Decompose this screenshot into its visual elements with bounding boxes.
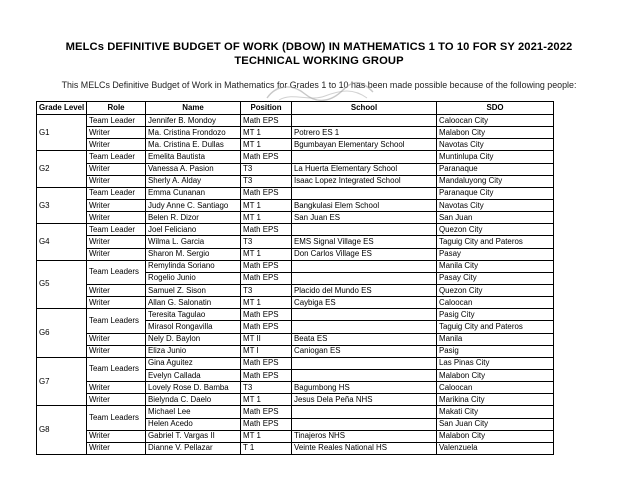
cell-role: Team Leader — [87, 115, 146, 127]
cell-name: Michael Lee — [146, 406, 241, 418]
table-row — [37, 163, 554, 175]
cell-role: Writer — [87, 394, 146, 406]
cell-role: Writer — [87, 199, 146, 211]
cell-position: T 1 — [241, 442, 292, 454]
cell-sdo: Pasay City — [437, 272, 554, 284]
table-row — [37, 394, 554, 406]
table-row — [37, 187, 554, 199]
table-row — [37, 224, 554, 236]
document-title-line2: TECHNICAL WORKING GROUP — [234, 55, 404, 67]
cell-role: Team Leader — [87, 187, 146, 199]
header-role: Role — [87, 102, 146, 115]
cell-position: Math EPS — [241, 260, 292, 272]
cell-position: MT 1 — [241, 199, 292, 211]
cell-role: Writer — [87, 212, 146, 224]
cell-position: Math EPS — [241, 418, 292, 430]
header-grade-level: Grade Level — [37, 102, 87, 115]
cell-role: Team Leader — [87, 151, 146, 163]
cell-grade-level: G4 — [37, 224, 87, 260]
cell-name: Dianne V. Pellazar — [146, 442, 241, 454]
cell-role: Writer — [87, 248, 146, 260]
table-row — [37, 430, 554, 442]
cell-sdo: Quezon City — [437, 224, 554, 236]
cell-role: Writer — [87, 127, 146, 139]
cell-position: Math EPS — [241, 187, 292, 199]
cell-role: Team Leaders — [87, 357, 146, 381]
cell-position: MT II — [241, 333, 292, 345]
cell-sdo: Manila — [437, 333, 554, 345]
cell-school — [292, 272, 437, 284]
cell-grade-level: G8 — [37, 406, 87, 455]
table-row — [37, 115, 554, 127]
cell-role: Writer — [87, 442, 146, 454]
cell-sdo: Pasay — [437, 248, 554, 260]
cell-sdo: Caloocan — [437, 297, 554, 309]
cell-position: MT I — [241, 345, 292, 357]
table-row — [37, 309, 554, 321]
cell-sdo: Malabon City — [437, 430, 554, 442]
cell-position: T3 — [241, 163, 292, 175]
cell-name: Evelyn Callada — [146, 369, 241, 381]
cell-position: MT 1 — [241, 139, 292, 151]
header-school: School — [292, 102, 437, 115]
cell-sdo: Marikina City — [437, 394, 554, 406]
cell-name: Rogelio Junio — [146, 272, 241, 284]
header-sdo: SDO — [437, 102, 554, 115]
cell-sdo: Caloocan City — [437, 115, 554, 127]
table-row — [37, 406, 554, 418]
cell-name: Mirasol Rongavilla — [146, 321, 241, 333]
cell-sdo: Taguig City and Pateros — [437, 236, 554, 248]
cell-name: Sharon M. Sergio — [146, 248, 241, 260]
cell-role: Writer — [87, 345, 146, 357]
table-row — [37, 236, 554, 248]
cell-name: Lovely Rose D. Bamba — [146, 382, 241, 394]
cell-role: Writer — [87, 430, 146, 442]
cell-school: Jesus Dela Peña NHS — [292, 394, 437, 406]
cell-role: Team Leaders — [87, 260, 146, 284]
cell-grade-level: G7 — [37, 357, 87, 406]
cell-name: Jennifer B. Mondoy — [146, 115, 241, 127]
cell-role: Team Leader — [87, 224, 146, 236]
table-row — [37, 284, 554, 296]
cell-school: Isaac Lopez Integrated School — [292, 175, 437, 187]
table-row — [37, 175, 554, 187]
cell-role: Writer — [87, 163, 146, 175]
cell-sdo: Navotas City — [437, 199, 554, 211]
header-position: Position — [241, 102, 292, 115]
cell-sdo: Malabon City — [437, 369, 554, 381]
cell-school — [292, 369, 437, 381]
header-name: Name — [146, 102, 241, 115]
cell-sdo: Quezon City — [437, 284, 554, 296]
cell-school — [292, 321, 437, 333]
cell-sdo: Las Pinas City — [437, 357, 554, 369]
document-header — [0, 40, 638, 68]
cell-school: Bagumbong HS — [292, 382, 437, 394]
table-row — [37, 333, 554, 345]
cell-school — [292, 260, 437, 272]
cell-position: MT 1 — [241, 430, 292, 442]
table-row — [37, 151, 554, 163]
cell-role: Writer — [87, 139, 146, 151]
table-row — [37, 297, 554, 309]
table-row — [37, 382, 554, 394]
cell-position: Math EPS — [241, 224, 292, 236]
table-row — [37, 199, 554, 211]
cell-position: Math EPS — [241, 309, 292, 321]
cell-school: Bgumbayan Elementary School — [292, 139, 437, 151]
cell-sdo: Muntinlupa City — [437, 151, 554, 163]
cell-position: Math EPS — [241, 321, 292, 333]
cell-sdo: Pasig City — [437, 309, 554, 321]
cell-sdo: Paranaque — [437, 163, 554, 175]
cell-role: Writer — [87, 382, 146, 394]
cell-role: Writer — [87, 236, 146, 248]
cell-role: Team Leaders — [87, 406, 146, 430]
cell-name: Helen Acedo — [146, 418, 241, 430]
cell-sdo: Mandaluyong City — [437, 175, 554, 187]
cell-position: T3 — [241, 284, 292, 296]
cell-school — [292, 224, 437, 236]
cell-grade-level: G3 — [37, 187, 87, 223]
cell-name: Remylinda Soriano — [146, 260, 241, 272]
cell-school: Caybiga ES — [292, 297, 437, 309]
cell-position: T3 — [241, 236, 292, 248]
intro-paragraph: This MELCs Definitive Budget of Work in Mathematics for Grades 1 to 10 has been made possible because of the following people: — [61, 80, 577, 90]
cell-grade-level: G1 — [37, 115, 87, 151]
cell-name: Emma Cunanan — [146, 187, 241, 199]
cell-school — [292, 406, 437, 418]
cell-name: Emelita Bautista — [146, 151, 241, 163]
table-row — [37, 442, 554, 454]
table-row — [37, 212, 554, 224]
cell-name: Gina Aguitez — [146, 357, 241, 369]
cell-name: Eliza Junio — [146, 345, 241, 357]
cell-school: Beata ES — [292, 333, 437, 345]
cell-school — [292, 309, 437, 321]
cell-school: Veinte Reales National HS — [292, 442, 437, 454]
cell-sdo: Navotas City — [437, 139, 554, 151]
cell-sdo: Paranaque City — [437, 187, 554, 199]
cell-name: Bielynda C. Daelo — [146, 394, 241, 406]
cell-school — [292, 115, 437, 127]
cell-name: Nely D. Baylon — [146, 333, 241, 345]
table-row — [37, 357, 554, 369]
cell-position: Math EPS — [241, 406, 292, 418]
cell-position: MT 1 — [241, 297, 292, 309]
cell-school: Bangkulasi Elem School — [292, 199, 437, 211]
table-row — [37, 139, 554, 151]
cell-sdo: Valenzuela — [437, 442, 554, 454]
cell-sdo: Taguig City and Pateros — [437, 321, 554, 333]
cell-school — [292, 151, 437, 163]
cell-position: MT 1 — [241, 248, 292, 260]
cell-name: Judy Anne C. Santiago — [146, 199, 241, 211]
cell-grade-level: G5 — [37, 260, 87, 309]
table-row — [37, 345, 554, 357]
cell-grade-level: G2 — [37, 151, 87, 187]
cell-name: Ma. Cristina E. Dullas — [146, 139, 241, 151]
cell-position: MT 1 — [241, 127, 292, 139]
cell-name: Samuel Z. Sison — [146, 284, 241, 296]
cell-name: Sherly A. Alday — [146, 175, 241, 187]
cell-name: Allan G. Salonatin — [146, 297, 241, 309]
table-row — [37, 127, 554, 139]
cell-sdo: Caloocan — [437, 382, 554, 394]
cell-school: Placido del Mundo ES — [292, 284, 437, 296]
cell-sdo: San Juan City — [437, 418, 554, 430]
cell-position: Math EPS — [241, 272, 292, 284]
cell-position: MT 1 — [241, 394, 292, 406]
cell-position: T3 — [241, 175, 292, 187]
table-row — [37, 260, 554, 272]
cell-school — [292, 418, 437, 430]
cell-name: Vanessa A. Pasion — [146, 163, 241, 175]
table-body — [37, 115, 554, 455]
cell-role: Writer — [87, 284, 146, 296]
cell-sdo: Malabon City — [437, 127, 554, 139]
cell-school — [292, 187, 437, 199]
cell-position: Math EPS — [241, 151, 292, 163]
cell-grade-level: G6 — [37, 309, 87, 358]
cell-school: Don Carlos Village ES — [292, 248, 437, 260]
cell-position: Math EPS — [241, 357, 292, 369]
cell-role: Writer — [87, 175, 146, 187]
cell-name: Ma. Cristina Frondozo — [146, 127, 241, 139]
document-title-line1: MELCs DEFINITIVE BUDGET OF WORK (DBOW) IN MATHEMATICS 1 TO 10 FOR SY 2021-2022 — [65, 41, 573, 53]
table-row — [37, 248, 554, 260]
cell-role: Team Leaders — [87, 309, 146, 333]
cell-school: Potrero ES 1 — [292, 127, 437, 139]
cell-position: T3 — [241, 382, 292, 394]
cell-role: Writer — [87, 297, 146, 309]
cell-position: Math EPS — [241, 115, 292, 127]
cell-school: EMS Signal Village ES — [292, 236, 437, 248]
cell-school: Tinajeros NHS — [292, 430, 437, 442]
cell-position: MT 1 — [241, 212, 292, 224]
cell-role: Writer — [87, 333, 146, 345]
cell-school: San Juan ES — [292, 212, 437, 224]
cell-name: Wilma L. Garcia — [146, 236, 241, 248]
cell-name: Joel Feliciano — [146, 224, 241, 236]
cell-sdo: San Juan — [437, 212, 554, 224]
cell-sdo: Pasig — [437, 345, 554, 357]
cell-school: Caniogan ES — [292, 345, 437, 357]
cell-name: Gabriel T. Vargas II — [146, 430, 241, 442]
cell-school — [292, 357, 437, 369]
cell-name: Teresita Tagulao — [146, 309, 241, 321]
cell-sdo: Makati City — [437, 406, 554, 418]
table-header-row — [37, 102, 554, 115]
twg-members-table — [36, 101, 554, 455]
cell-name: Belen R. Dizor — [146, 212, 241, 224]
cell-position: Math EPS — [241, 369, 292, 381]
cell-school: La Huerta Elementary School — [292, 163, 437, 175]
cell-sdo: Manila City — [437, 260, 554, 272]
